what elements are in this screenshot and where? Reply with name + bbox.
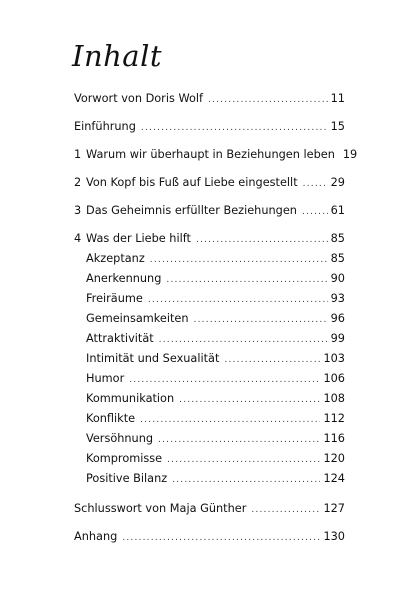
toc-subentry [86, 350, 345, 368]
toc-entry-page: 11 [330, 92, 345, 105]
toc-entry-label: Anhang [74, 530, 118, 543]
toc-entry-label: Konflikte [86, 412, 136, 425]
toc-entry-label: Warum wir überhaupt in Beziehungen leben [86, 148, 335, 161]
dot-leader [172, 471, 320, 489]
toc-entry [74, 500, 345, 518]
dot-leader [194, 311, 328, 329]
toc-entry [74, 146, 358, 164]
dot-leader [122, 529, 320, 547]
toc-subentry [86, 430, 345, 448]
dot-leader [208, 91, 328, 109]
toc-entry-page: 124 [323, 472, 345, 485]
dot-leader [302, 203, 328, 221]
toc-entry [74, 118, 345, 136]
toc-entry-page: 85 [330, 252, 345, 265]
toc-entry-label: Gemeinsamkeiten [86, 312, 189, 325]
toc-subentry [86, 270, 345, 288]
toc-entry-page: 120 [323, 452, 345, 465]
dot-leader [224, 351, 320, 369]
dot-leader [159, 331, 328, 349]
toc-entry-page: 96 [330, 312, 345, 325]
toc-entry-label: Von Kopf bis Fuß auf Liebe eingestellt [86, 176, 298, 189]
toc-entry-page: 106 [323, 372, 345, 385]
dot-leader [150, 251, 328, 269]
toc-entry [74, 528, 345, 546]
toc-entry-number: 3 [74, 204, 82, 217]
dot-leader [140, 411, 320, 429]
toc-entry-page: 116 [323, 432, 345, 445]
toc-entry-label: Akzeptanz [86, 252, 145, 265]
toc-entry-page: 99 [330, 332, 345, 345]
toc-entry-page: 93 [330, 292, 345, 305]
toc-entry-label: Positive Bilanz [86, 472, 168, 485]
toc-entry [74, 202, 345, 220]
dot-leader [129, 371, 320, 389]
toc-entry-label: Kommunikation [86, 392, 175, 405]
dot-leader [179, 391, 320, 409]
dot-leader [167, 451, 320, 469]
toc-subentry [86, 450, 345, 468]
dot-leader [148, 291, 328, 309]
toc-entry-label: Was der Liebe hilft [86, 232, 191, 245]
toc-entry-label: Intimität und Sexualität [86, 352, 220, 365]
toc-entry-label: Das Geheimnis erfüllter Beziehungen [86, 204, 297, 217]
toc-entry-page: 19 [342, 148, 358, 161]
toc-entry-page: 112 [323, 412, 345, 425]
toc-entry-page: 108 [323, 392, 345, 405]
toc-entry-page: 29 [330, 176, 345, 189]
toc-entry-number: 2 [74, 176, 82, 189]
toc-entry-label: Anerkennung [86, 272, 162, 285]
dot-leader [196, 231, 328, 249]
toc-entry-label: Kompromisse [86, 452, 163, 465]
toc-subentry [86, 310, 345, 328]
toc-entry-page: 130 [323, 530, 345, 543]
toc-entry-page: 103 [323, 352, 345, 365]
toc-entry [74, 230, 345, 248]
toc-entry-page: 90 [330, 272, 345, 285]
toc-subentry [86, 390, 345, 408]
toc-subentry [86, 470, 345, 488]
page-title: Inhalt [72, 39, 163, 73]
toc-entry-label: Freiräume [86, 292, 143, 305]
toc-entry [74, 90, 345, 108]
toc-entry-label: Humor [86, 372, 125, 385]
toc-entry-label: Versöhnung [86, 432, 154, 445]
dot-leader [141, 119, 328, 137]
toc-entry-page: 85 [330, 232, 345, 245]
toc-entry-page: 61 [330, 204, 345, 217]
toc-entry-label: Einführung [74, 120, 136, 133]
dot-leader [251, 501, 320, 519]
toc-subentry [86, 370, 345, 388]
toc-entry-label: Vorwort von Doris Wolf [74, 92, 203, 105]
toc-subentry [86, 410, 345, 428]
toc-entry [74, 174, 345, 192]
toc-entry-label: Schlusswort von Maja Günther [74, 502, 247, 515]
dot-leader [158, 431, 320, 449]
toc-subentry [86, 330, 345, 348]
toc-subentry [86, 250, 345, 268]
dot-leader [166, 271, 327, 289]
toc-entry-number: 1 [74, 148, 82, 161]
toc-entry-number: 4 [74, 232, 82, 245]
toc-entry-page: 15 [330, 120, 345, 133]
toc-subentry [86, 290, 345, 308]
dot-leader [303, 175, 328, 193]
toc-entry-page: 127 [323, 502, 345, 515]
toc-entry-label: Attraktivität [86, 332, 154, 345]
